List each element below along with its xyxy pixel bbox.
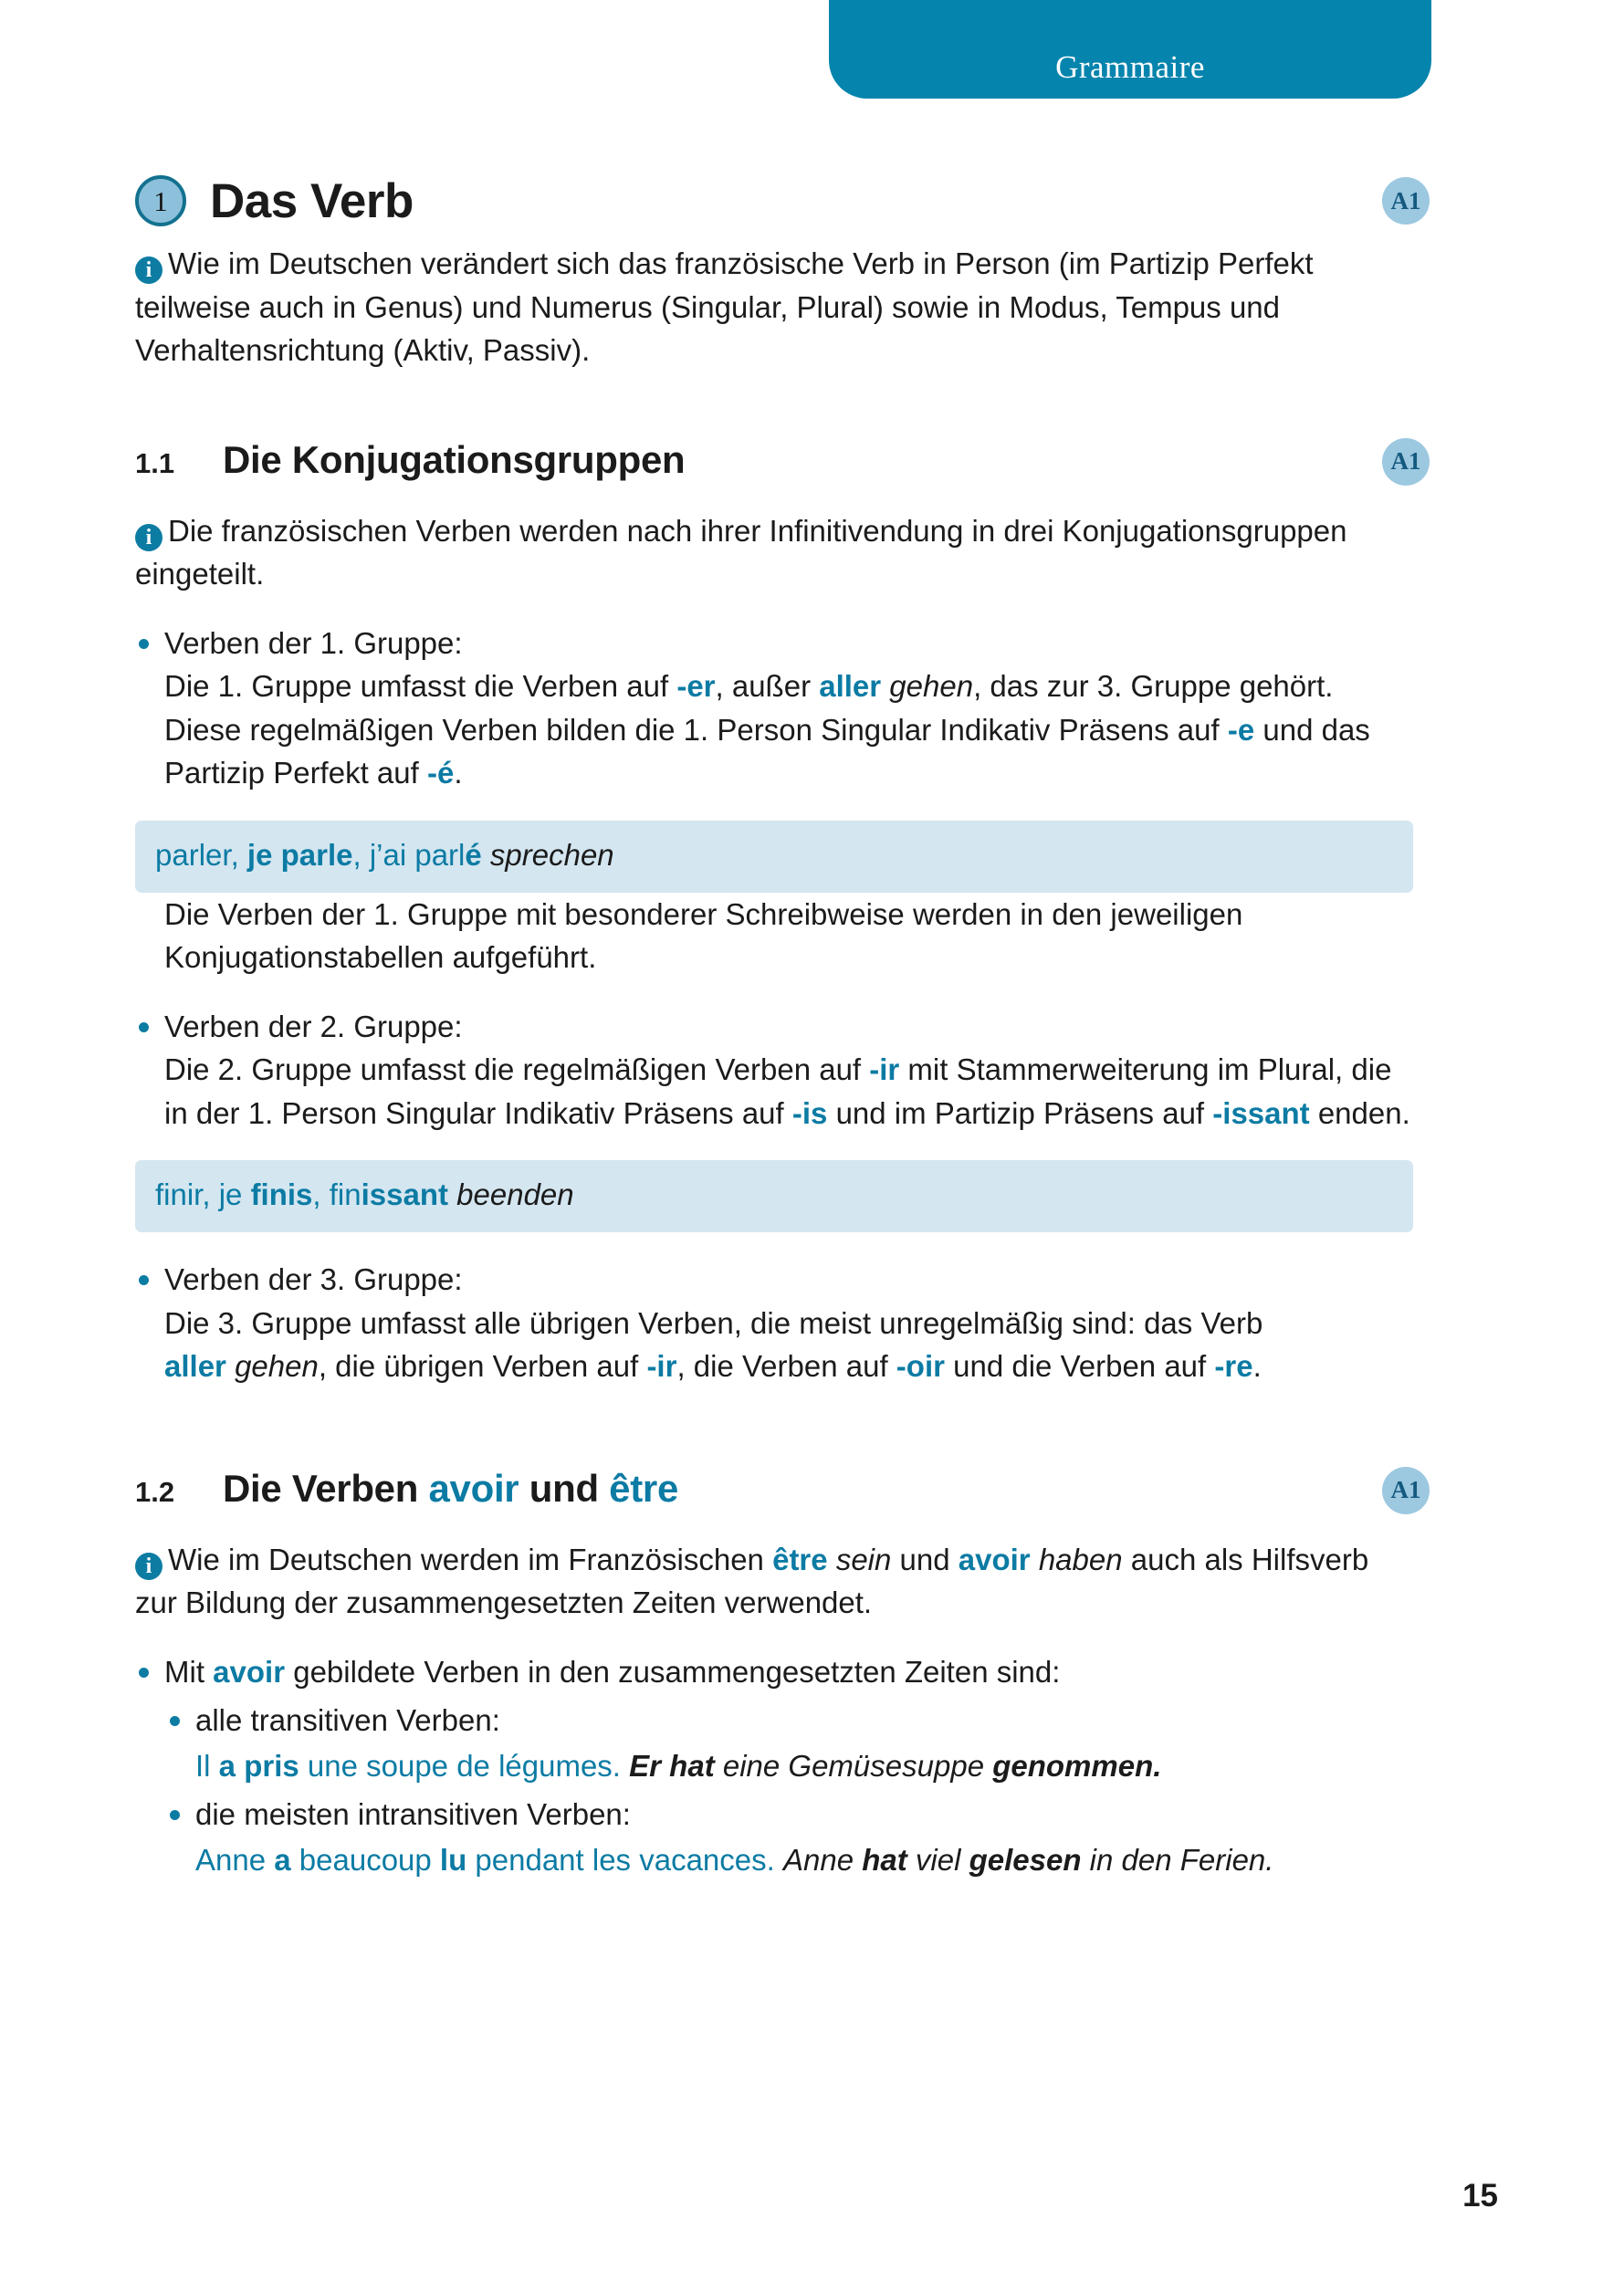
sub-bullet-label-intransitive: die meisten intransitiven Verben: <box>195 1797 631 1832</box>
text-run: auch als Hilfsverb zur Bildung der zusammengesetzten Zeiten verwendet. <box>135 1542 1369 1620</box>
fr-term: -er <box>676 669 716 704</box>
de-verb: Er hat <box>629 1748 715 1783</box>
page-content <box>135 160 1421 1881</box>
de-participle: genommen. <box>992 1748 1162 1783</box>
fr-term: être <box>609 1466 679 1510</box>
list-item <box>164 1699 1413 1787</box>
section-title-1-2 <box>223 1467 678 1511</box>
text-run: und <box>519 1466 610 1510</box>
de-translation: beenden <box>456 1177 574 1212</box>
text-run: Wie im Deutschen werden im Französischen <box>168 1542 773 1576</box>
section-1-2-intro <box>135 1538 1413 1625</box>
section-1-1-intro <box>135 509 1413 596</box>
separator: , <box>312 1177 330 1212</box>
example-sentence-transitive <box>195 1744 1413 1788</box>
level-badge-section-1-1: A1 <box>1382 438 1430 486</box>
section-number-1-2: 1.2 <box>135 1475 175 1508</box>
section-heading-1-2 <box>135 1466 1421 1511</box>
list-item <box>135 1650 1413 1882</box>
de-gloss: sein <box>835 1542 892 1576</box>
fr-term: aller <box>164 1349 226 1384</box>
bullet-head-group-1: Verben der 1. Gruppe: <box>164 625 463 660</box>
text-run: , die Verben auf <box>676 1349 896 1384</box>
text-run: . <box>454 756 463 790</box>
chapter-intro-paragraph <box>135 242 1413 372</box>
text-run: Anne <box>195 1842 275 1877</box>
fr-term: -ir <box>646 1349 677 1384</box>
example-box-finir <box>135 1160 1413 1232</box>
group-bullet-list <box>135 622 1413 795</box>
after-example-1-paragraph: Die Verben der 1. Gruppe mit besonderer Schreibweise werden in den jeweiligen Konjugationstabellen aufgeführt. <box>164 896 1243 975</box>
level-badge-chapter: A1 <box>1382 177 1430 225</box>
fr-term: avoir <box>958 1542 1031 1576</box>
bullet-body-group-1 <box>164 665 1413 795</box>
de-verb: hat <box>862 1842 907 1877</box>
fr-stem: fin <box>329 1177 361 1212</box>
chapter-heading <box>135 160 1421 242</box>
bullet-head-group-2: Verben der 2. Gruppe: <box>164 1009 463 1043</box>
text-run: und <box>891 1542 959 1576</box>
fr-pronoun: je <box>218 1177 251 1212</box>
fr-term: -issant <box>1212 1095 1310 1130</box>
text-run: une soupe de légumes. <box>299 1748 621 1783</box>
de-text: eine Gemüsesuppe <box>714 1748 993 1783</box>
text-run: , außer <box>715 669 820 704</box>
de-gloss: gehen <box>235 1349 319 1384</box>
list-item <box>135 1258 1413 1388</box>
text-run: Mit <box>164 1654 214 1689</box>
text-run: Die Verben <box>223 1466 429 1510</box>
fr-infinitive: parler <box>155 837 231 872</box>
level-badge-section-1-2: A1 <box>1382 1467 1430 1514</box>
fr-term: -is <box>791 1095 828 1130</box>
bullet-body-group-2 <box>164 1048 1413 1135</box>
de-text: viel <box>906 1842 969 1877</box>
fr-perfect: j’ai parl <box>369 837 466 872</box>
page-number: 15 <box>1462 2178 1498 2213</box>
sub-bullet-label-transitive: alle transitiven Verben: <box>195 1703 500 1738</box>
avoir-sub-bullet-list <box>164 1699 1413 1881</box>
text-run: Die 1. Gruppe umfasst die Verben auf <box>164 669 677 704</box>
separator: , <box>352 837 370 872</box>
text-run: mit Stammerweiterung im Plural, die in der 1. Person Singular Indikativ Präsens auf <box>164 1052 1392 1130</box>
fr-perfect-ending: é <box>465 837 482 872</box>
info-icon: i <box>135 524 162 551</box>
fr-term: -ir <box>869 1052 900 1087</box>
text-run: . <box>1252 1349 1262 1384</box>
de-gloss: gehen <box>889 669 974 704</box>
text-run: , das zur 3. Gruppe gehört. Diese regelmäßigen Verben bilden die 1. Person Singular Indikativ Präsens auf <box>164 669 1334 747</box>
chapter-number-badge: 1 <box>135 175 186 226</box>
group-2-bullet-list <box>135 1005 1413 1136</box>
text-run: und die Verben auf <box>944 1349 1215 1384</box>
section-1-1-intro-text: Die französischen Verben werden nach ihrer Infinitivendung in drei Konjugationsgruppen eingeteilt. <box>135 513 1347 591</box>
example-box-parler <box>135 821 1413 893</box>
bullet-head-avoir <box>164 1650 1413 1694</box>
bullet-head-group-3: Verben der 3. Gruppe: <box>164 1262 463 1296</box>
list-item <box>135 622 1413 795</box>
text-run: Die 2. Gruppe umfasst die regelmäßigen Verben auf <box>164 1052 870 1087</box>
text-run: gebildete Verben in den zusammengesetzten Zeiten sind: <box>285 1654 1061 1689</box>
de-text: Anne <box>782 1842 863 1877</box>
de-text: in den Ferien. <box>1081 1842 1274 1877</box>
fr-conjugated: finis <box>250 1177 313 1212</box>
fr-term: -oir <box>896 1349 945 1384</box>
example-sentence-intransitive <box>195 1838 1413 1882</box>
fr-term: avoir <box>213 1654 286 1689</box>
fr-term: -re <box>1214 1349 1253 1384</box>
section-number-1-1: 1.1 <box>135 446 175 479</box>
fr-term: être <box>772 1542 828 1576</box>
fr-conjugated: je parle <box>246 837 353 872</box>
section-title-1-1: Die Konjugationsgruppen <box>223 437 686 481</box>
chapter-tab-header <box>829 0 1431 99</box>
separator: , <box>230 837 247 872</box>
fr-verb: a pris <box>218 1748 299 1783</box>
page-title: Das Verb <box>210 173 414 228</box>
text-run: und das Partizip Perfekt auf <box>164 712 1370 790</box>
de-participle: gelesen <box>969 1842 1082 1877</box>
text-run: beaucoup <box>290 1842 440 1877</box>
chapter-intro-text: Wie im Deutschen verändert sich das französische Verb in Person (im Partizip Perfekt teilweise auch in Genus) und Numerus (Singular, Plural) sowie in Modus, Tempus und Verhaltensrichtung (Aktiv, Passiv). <box>135 246 1314 368</box>
fr-verb: a <box>274 1842 291 1877</box>
text-run: und im Partizip Präsens auf <box>827 1095 1213 1130</box>
separator: , <box>202 1177 219 1212</box>
fr-term: -e <box>1227 712 1255 747</box>
list-item <box>135 1005 1413 1136</box>
info-icon: i <box>135 1553 162 1580</box>
list-item <box>164 1793 1413 1881</box>
fr-participle-ending: issant <box>361 1177 448 1212</box>
fr-term: avoir <box>428 1466 519 1510</box>
de-translation: sprechen <box>489 837 614 872</box>
text-run: Die 3. Gruppe umfasst alle übrigen Verben, die meist unregelmäßig sind: das Verb <box>164 1305 1263 1340</box>
fr-term: -é <box>426 756 455 790</box>
group-3-bullet-list <box>135 1258 1413 1388</box>
text-run: , die übrigen Verben auf <box>318 1349 647 1384</box>
avoir-bullet-list <box>135 1650 1413 1882</box>
info-icon: i <box>135 256 162 284</box>
bullet-body-group-3 <box>164 1302 1413 1388</box>
chapter-tab-label: Grammaire <box>1055 49 1205 85</box>
fr-participle: lu <box>439 1842 467 1877</box>
de-gloss: haben <box>1038 1542 1123 1576</box>
fr-term: aller <box>819 669 882 704</box>
text-run: Il <box>195 1748 219 1783</box>
text-run: pendant les vacances. <box>466 1842 775 1877</box>
fr-infinitive: finir <box>155 1177 203 1212</box>
text-run: enden. <box>1309 1095 1410 1130</box>
section-heading-1-1 <box>135 437 1421 482</box>
